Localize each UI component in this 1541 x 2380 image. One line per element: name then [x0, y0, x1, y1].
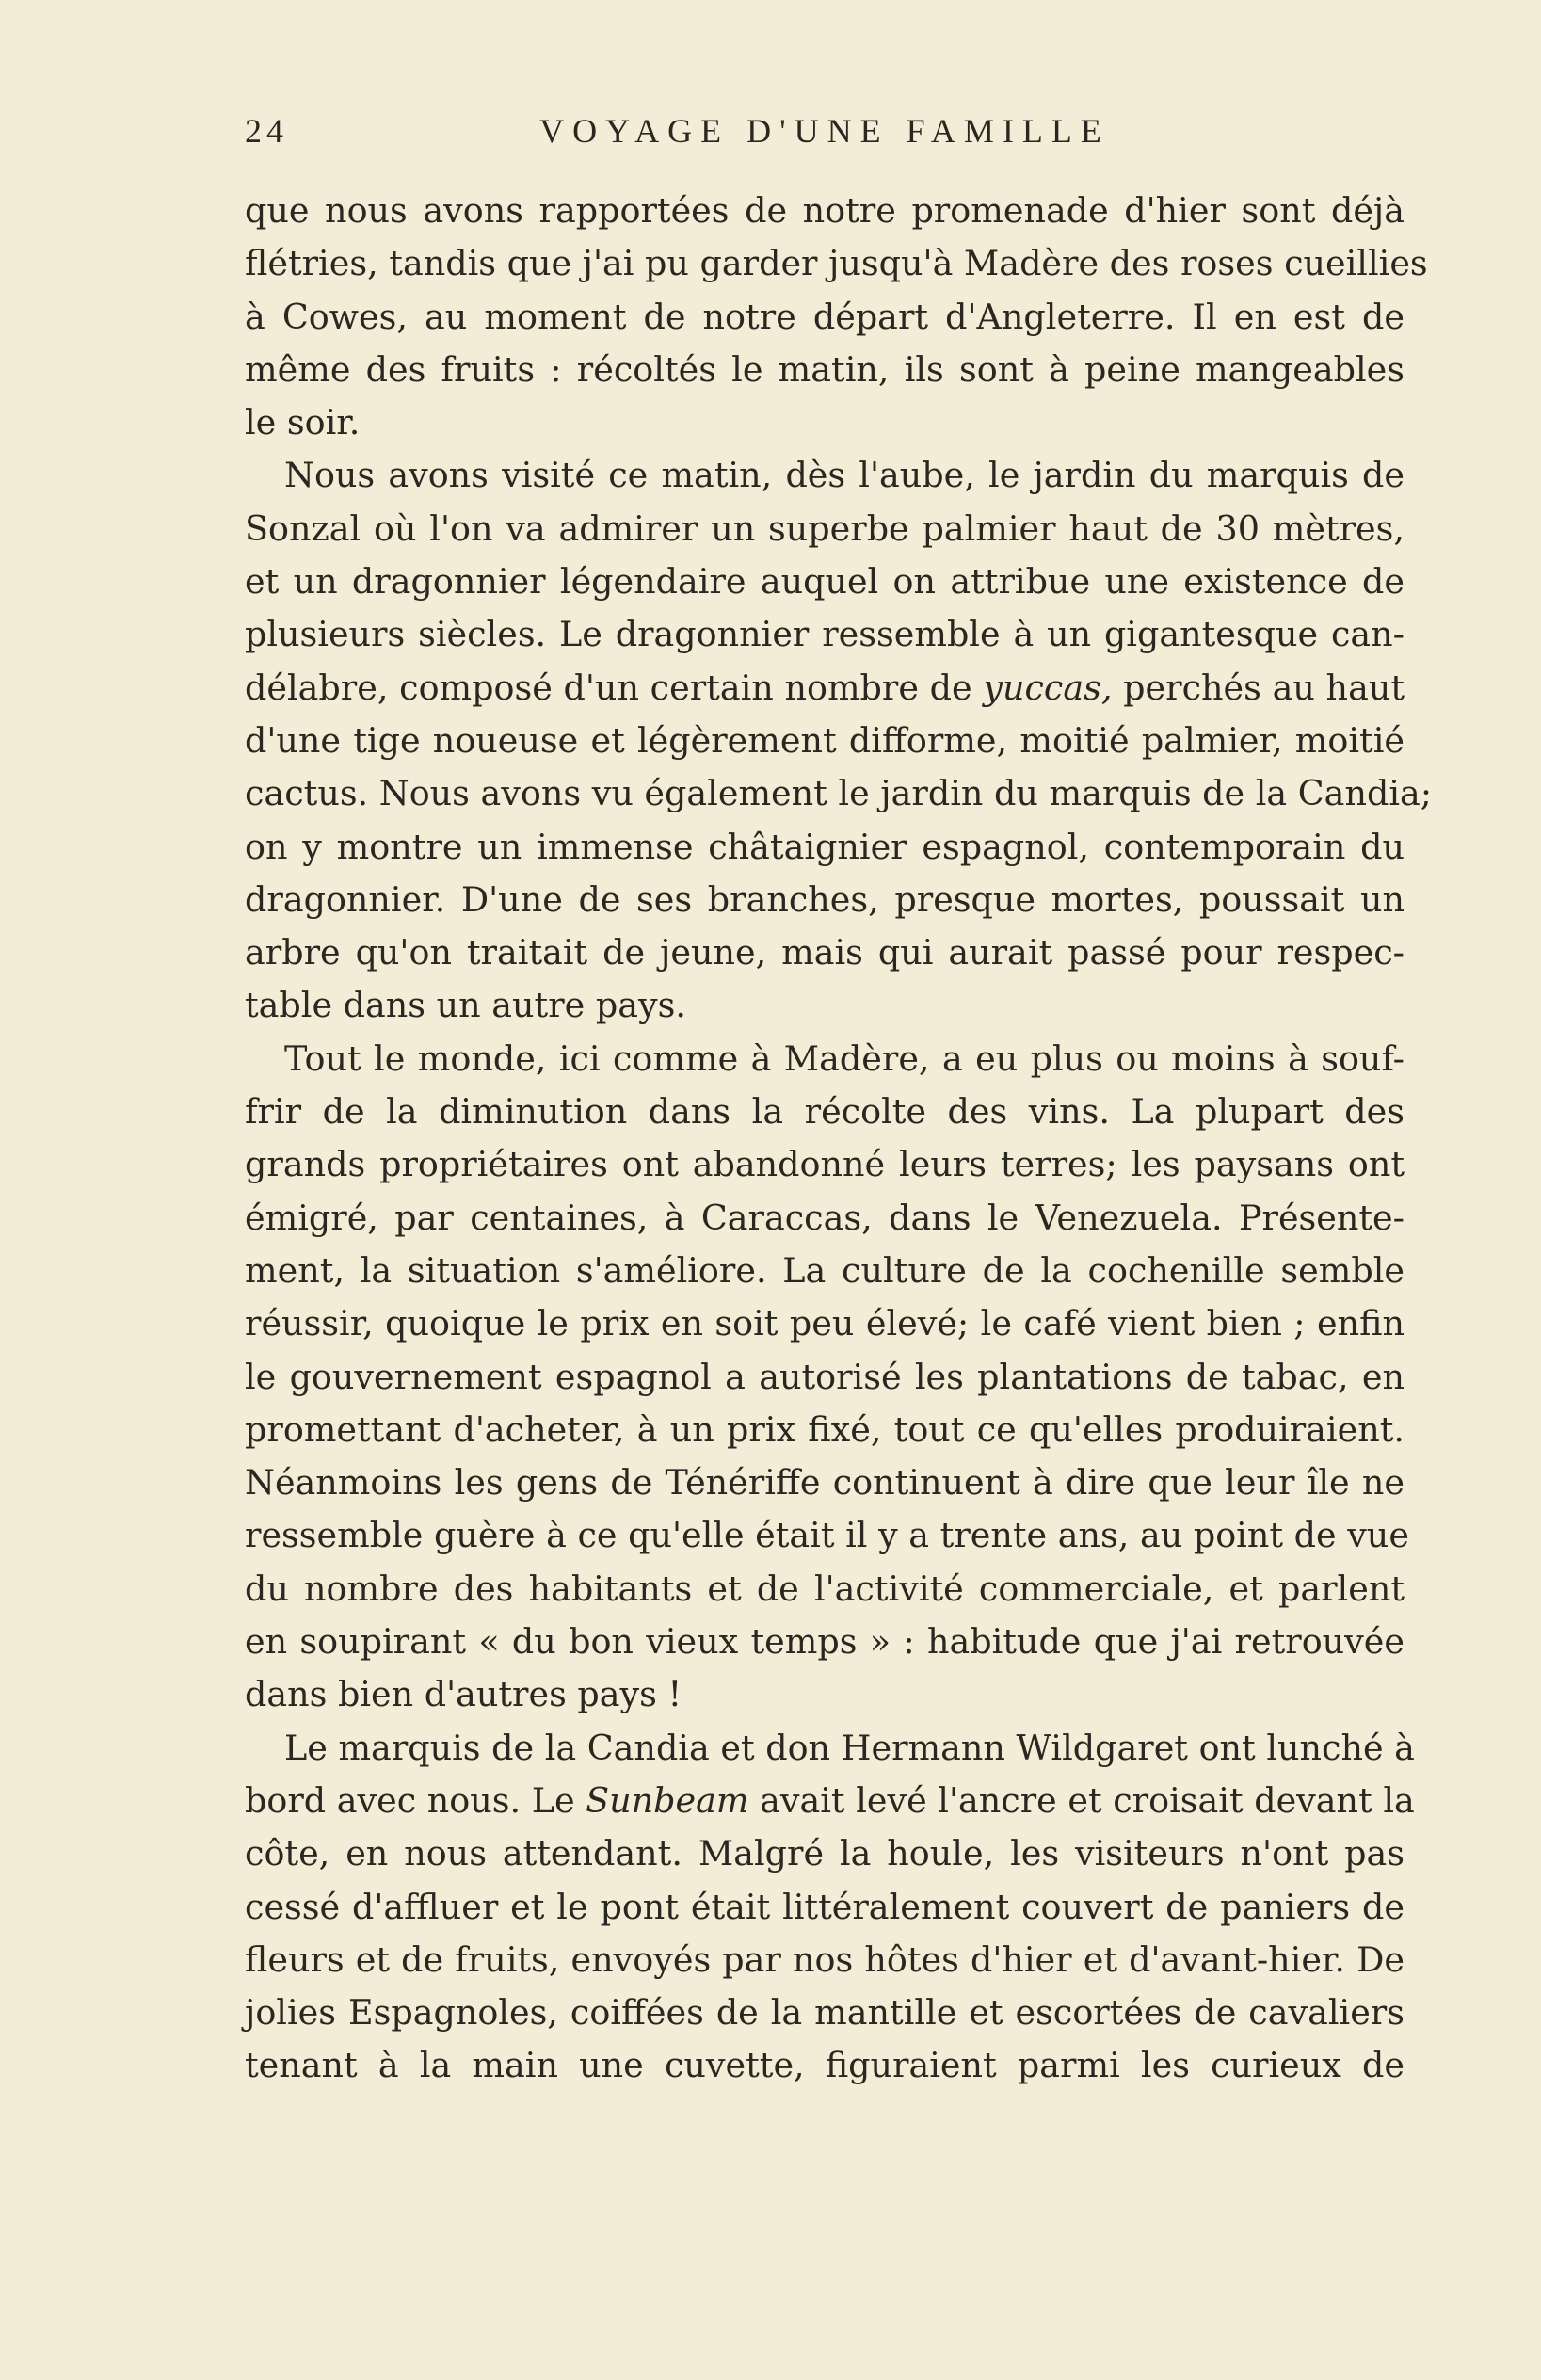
text-line: dragonnier. D'une de ses branches, presque mortes, poussait un: [245, 878, 1405, 920]
text-line: cactus. Nous avons vu également le jardin du marquis de la Candia;: [245, 773, 1433, 814]
text-line: ressemble guère à ce qu'elle était il y a trente ans, au point de vue: [245, 1515, 1409, 1556]
text-line-segment: perchés au haut: [1112, 667, 1405, 708]
running-title: VOYAGE D'UNE FAMILLE: [539, 112, 1110, 150]
text-line: table dans un autre pays.: [245, 985, 686, 1026]
text-line: Tout le monde, ici comme à Madère, a eu plus ou moins à souf-: [284, 1037, 1405, 1079]
text-line: émigré, par centaines, à Caraccas, dans le Venezuela. Présente-: [245, 1197, 1405, 1238]
text-line: que nous avons rapportées de notre promenade d'hier sont déjà: [245, 190, 1405, 231]
text-line-segment: bord avec nous. Le: [245, 1779, 586, 1821]
text-line: d'une tige noueuse et légèrement difforme, moitié palmier, moitié: [245, 719, 1405, 761]
text-line: fleurs et de fruits, envoyés par nos hôtes d'hier et d'avant-hier. De: [245, 1938, 1405, 1980]
page-number: 24: [245, 112, 288, 150]
text-line: du nombre des habitants et de l'activité commerciale, et parlent: [245, 1568, 1405, 1609]
text-line: dans bien d'autres pays !: [245, 1674, 682, 1715]
text-line: promettant d'acheter, à un prix fixé, tout ce qu'elles produiraient.: [245, 1408, 1405, 1450]
text-line: en soupirant « du bon vieux temps » : habitude que j'ai retrouvée: [245, 1621, 1405, 1663]
text-line: grands propriétaires ont abandonné leurs terres; les paysans ont: [245, 1144, 1405, 1185]
text-line-segment: avait levé l'ancre et croisait devant la: [748, 1779, 1415, 1821]
text-line: plusieurs siècles. Le dragonnier ressemble à un gigantesque can-: [245, 614, 1405, 655]
text-line: et un dragonnier légendaire auquel on attribue une existence de: [245, 561, 1405, 603]
text-line: jolies Espagnoles, coiffées de la mantille et escortées de cavaliers: [245, 1992, 1405, 2034]
text-line: Sonzal où l'on va admirer un superbe palmier haut de 30 mètres,: [245, 507, 1405, 549]
text-line: ment, la situation s'améliore. La culture de la cochenille semble: [245, 1249, 1405, 1291]
text-line-segment: délabre, composé d'un certain nombre de: [245, 667, 984, 708]
text-line: côte, en nous attendant. Malgré la houle, les visiteurs n'ont pas: [245, 1833, 1405, 1874]
page-header: [245, 111, 1405, 158]
text-line: frir de la diminution dans la récolte des vins. La plupart des: [245, 1091, 1405, 1133]
text-line: le gouvernement espagnol a autorisé les plantations de tabac, en: [245, 1356, 1405, 1397]
text-line: arbre qu'on traitait de jeune, mais qui aurait passé pour respec-: [245, 932, 1405, 973]
text-line: Le marquis de la Candia et don Hermann Wildgaret ont lunché à: [284, 1727, 1415, 1768]
text-line: à Cowes, au moment de notre départ d'Angleterre. Il en est de: [245, 296, 1405, 337]
text-line: [245, 662, 1405, 715]
italic-ship-or-plant-name: yuccas,: [983, 667, 1113, 708]
text-line: tenant à la main une cuvette, figuraient parmi les curieux de: [245, 2045, 1405, 2086]
text-line: réussir, quoique le prix en soit peu élevé; le café vient bien ; enfin: [245, 1303, 1405, 1344]
text-line: le soir.: [245, 402, 361, 443]
text-line: on y montre un immense châtaignier espagnol, contemporain du: [245, 826, 1405, 867]
text-line: cessé d'affluer et le pont était littéralement couvert de paniers de: [245, 1886, 1405, 1927]
text-line: Néanmoins les gens de Ténériffe continuent à dire que leur île ne: [245, 1462, 1405, 1504]
italic-ship-or-plant-name: Sunbeam: [586, 1779, 749, 1821]
text-line: Nous avons visité ce matin, dès l'aube, le jardin du marquis de: [284, 455, 1405, 496]
text-line: flétries, tandis que j'ai pu garder jusqu'à Madère des roses cueillies: [245, 243, 1428, 284]
text-line: [245, 1775, 1415, 1827]
text-line: même des fruits : récoltés le matin, ils sont à peine mangeables: [245, 348, 1405, 390]
body-text: [245, 185, 1433, 2093]
